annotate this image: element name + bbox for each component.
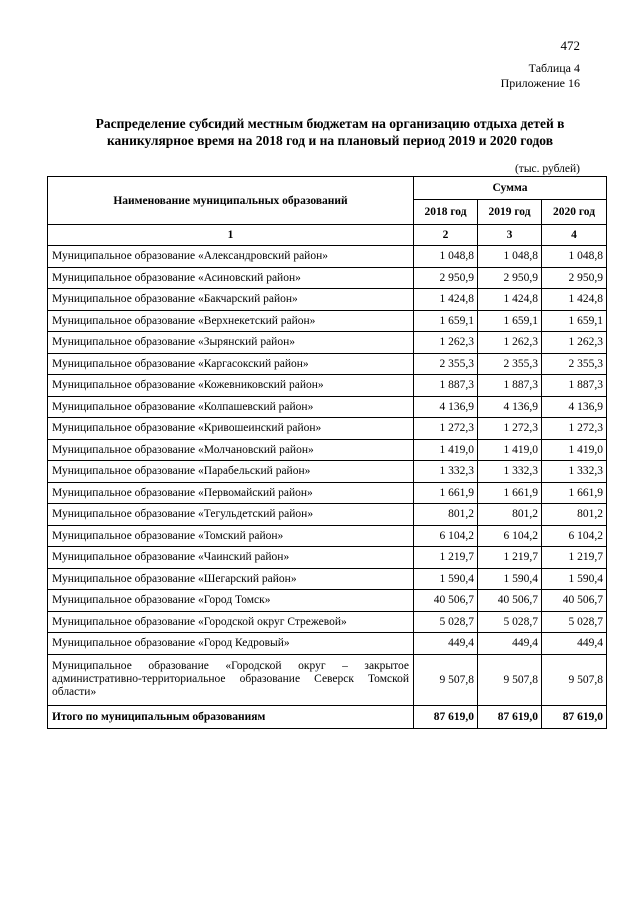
appendix-label: Приложение 16	[500, 76, 580, 90]
row-value-2019: 5 028,7	[478, 611, 542, 633]
row-value-2019: 1 332,3	[478, 461, 542, 483]
row-value-2018: 1 419,0	[414, 439, 478, 461]
row-value-2020: 2 950,9	[542, 267, 607, 289]
row-value-2019: 1 048,8	[478, 246, 542, 268]
row-value-2019: 1 219,7	[478, 547, 542, 569]
title-line-1: Распределение субсидий местным бюджетам на организацию отдыха детей в	[95, 116, 565, 131]
total-value-2018: 87 619,0	[414, 705, 478, 728]
header-year-2020: 2020 год	[542, 200, 607, 225]
row-value-2018: 1 262,3	[414, 332, 478, 354]
row-name: Муниципальное образование «Зырянский район»	[48, 332, 414, 354]
row-value-2019: 1 661,9	[478, 482, 542, 504]
row-value-2018: 2 950,9	[414, 267, 478, 289]
row-value-2018: 1 272,3	[414, 418, 478, 440]
title-line-2: каникулярное время на 2018 год и на плановый период 2019 и 2020 годов	[106, 133, 553, 148]
row-value-2020: 1 661,9	[542, 482, 607, 504]
units-label: (тыс. рублей)	[514, 163, 580, 175]
row-value-2018: 1 590,4	[414, 568, 478, 590]
table-row	[48, 461, 607, 483]
row-value-2020: 449,4	[542, 633, 607, 655]
total-value-2020: 87 619,0	[542, 705, 607, 728]
row-value-2020: 1 659,1	[542, 310, 607, 332]
header-name: Наименование муниципальных образований	[48, 177, 414, 225]
table-row	[48, 246, 607, 268]
row-value-2018: 5 028,7	[414, 611, 478, 633]
table-row	[48, 418, 607, 440]
row-value-2018: 1 659,1	[414, 310, 478, 332]
header-row	[48, 177, 607, 200]
table-row	[48, 482, 607, 504]
row-value-2019: 1 262,3	[478, 332, 542, 354]
row-value-2019: 40 506,7	[478, 590, 542, 612]
row-value-2019: 1 887,3	[478, 375, 542, 397]
row-value-2020: 1 887,3	[542, 375, 607, 397]
table-row	[48, 289, 607, 311]
table-row	[48, 267, 607, 289]
row-value-2018: 1 219,7	[414, 547, 478, 569]
row-value-2019: 9 507,8	[478, 654, 542, 705]
row-value-2018: 6 104,2	[414, 525, 478, 547]
row-value-2020: 1 262,3	[542, 332, 607, 354]
row-value-2019: 2 355,3	[478, 353, 542, 375]
table-label: Таблица 4	[528, 61, 580, 75]
row-value-2020: 1 219,7	[542, 547, 607, 569]
table-row	[48, 504, 607, 526]
row-value-2018: 1 424,8	[414, 289, 478, 311]
table-row	[48, 525, 607, 547]
table-row	[48, 332, 607, 354]
row-name: Муниципальное образование «Кривошеинский район»	[48, 418, 414, 440]
column-number: 3	[478, 225, 542, 246]
document-title	[60, 115, 600, 149]
table-row	[48, 568, 607, 590]
row-value-2020: 6 104,2	[542, 525, 607, 547]
row-name: Муниципальное образование «Верхнекетский район»	[48, 310, 414, 332]
row-name: Муниципальное образование «Шегарский район»	[48, 568, 414, 590]
row-value-2019: 801,2	[478, 504, 542, 526]
column-number: 2	[414, 225, 478, 246]
table-row	[48, 375, 607, 397]
row-value-2018: 2 355,3	[414, 353, 478, 375]
table-row	[48, 633, 607, 655]
row-name: Муниципальное образование «Парабельский район»	[48, 461, 414, 483]
row-value-2019: 1 424,8	[478, 289, 542, 311]
row-value-2020: 4 136,9	[542, 396, 607, 418]
column-number-row	[48, 225, 607, 246]
row-value-2020: 40 506,7	[542, 590, 607, 612]
total-row	[48, 705, 607, 728]
row-value-2019: 4 136,9	[478, 396, 542, 418]
total-label: Итого по муниципальным образованиям	[48, 705, 414, 728]
row-value-2020: 801,2	[542, 504, 607, 526]
row-value-2020: 1 272,3	[542, 418, 607, 440]
row-value-2020: 1 590,4	[542, 568, 607, 590]
row-name: Муниципальное образование «Город Томск»	[48, 590, 414, 612]
table-row	[48, 654, 607, 705]
row-value-2018: 449,4	[414, 633, 478, 655]
row-name: Муниципальное образование «Молчановский район»	[48, 439, 414, 461]
column-number: 1	[48, 225, 414, 246]
row-name: Муниципальное образование «Александровский район»	[48, 246, 414, 268]
row-value-2018: 9 507,8	[414, 654, 478, 705]
row-value-2018: 4 136,9	[414, 396, 478, 418]
row-name: Муниципальное образование «Чаинский район»	[48, 547, 414, 569]
row-name: Муниципальное образование «Кожевниковский район»	[48, 375, 414, 397]
table-row	[48, 396, 607, 418]
row-value-2020: 2 355,3	[542, 353, 607, 375]
row-value-2018: 1 332,3	[414, 461, 478, 483]
row-name: Муниципальное образование «Томский район»	[48, 525, 414, 547]
table-row	[48, 439, 607, 461]
table-row	[48, 353, 607, 375]
row-value-2020: 1 424,8	[542, 289, 607, 311]
row-value-2019: 449,4	[478, 633, 542, 655]
table-row	[48, 310, 607, 332]
row-value-2019: 1 419,0	[478, 439, 542, 461]
header-sum: Сумма	[414, 177, 607, 200]
total-value-2019: 87 619,0	[478, 705, 542, 728]
table-row	[48, 547, 607, 569]
row-value-2018: 1 887,3	[414, 375, 478, 397]
row-name: Муниципальное образование «Городской округ Стрежевой»	[48, 611, 414, 633]
row-name: Муниципальное образование «Город Кедровый»	[48, 633, 414, 655]
header-year-2019: 2019 год	[478, 200, 542, 225]
row-value-2019: 1 590,4	[478, 568, 542, 590]
row-value-2019: 1 272,3	[478, 418, 542, 440]
row-name: Муниципальное образование «Городской округ – закрытое административно-территориальное образование Северск Томской области»	[48, 654, 414, 705]
row-value-2018: 40 506,7	[414, 590, 478, 612]
column-number: 4	[542, 225, 607, 246]
row-value-2020: 1 332,3	[542, 461, 607, 483]
page-number: 472	[560, 38, 580, 53]
row-value-2019: 2 950,9	[478, 267, 542, 289]
row-value-2020: 1 419,0	[542, 439, 607, 461]
row-name: Муниципальное образование «Бакчарский район»	[48, 289, 414, 311]
row-value-2019: 1 659,1	[478, 310, 542, 332]
row-name: Муниципальное образование «Первомайский район»	[48, 482, 414, 504]
row-value-2018: 1 661,9	[414, 482, 478, 504]
row-value-2019: 6 104,2	[478, 525, 542, 547]
row-value-2020: 1 048,8	[542, 246, 607, 268]
row-value-2018: 1 048,8	[414, 246, 478, 268]
row-value-2018: 801,2	[414, 504, 478, 526]
row-name: Муниципальное образование «Асиновский район»	[48, 267, 414, 289]
subsidies-table	[47, 176, 607, 729]
row-name: Муниципальное образование «Тегульдетский район»	[48, 504, 414, 526]
row-name: Муниципальное образование «Колпашевский район»	[48, 396, 414, 418]
header-year-2018: 2018 год	[414, 200, 478, 225]
row-value-2020: 9 507,8	[542, 654, 607, 705]
table-row	[48, 590, 607, 612]
row-name: Муниципальное образование «Каргасокский район»	[48, 353, 414, 375]
table-row	[48, 611, 607, 633]
row-value-2020: 5 028,7	[542, 611, 607, 633]
